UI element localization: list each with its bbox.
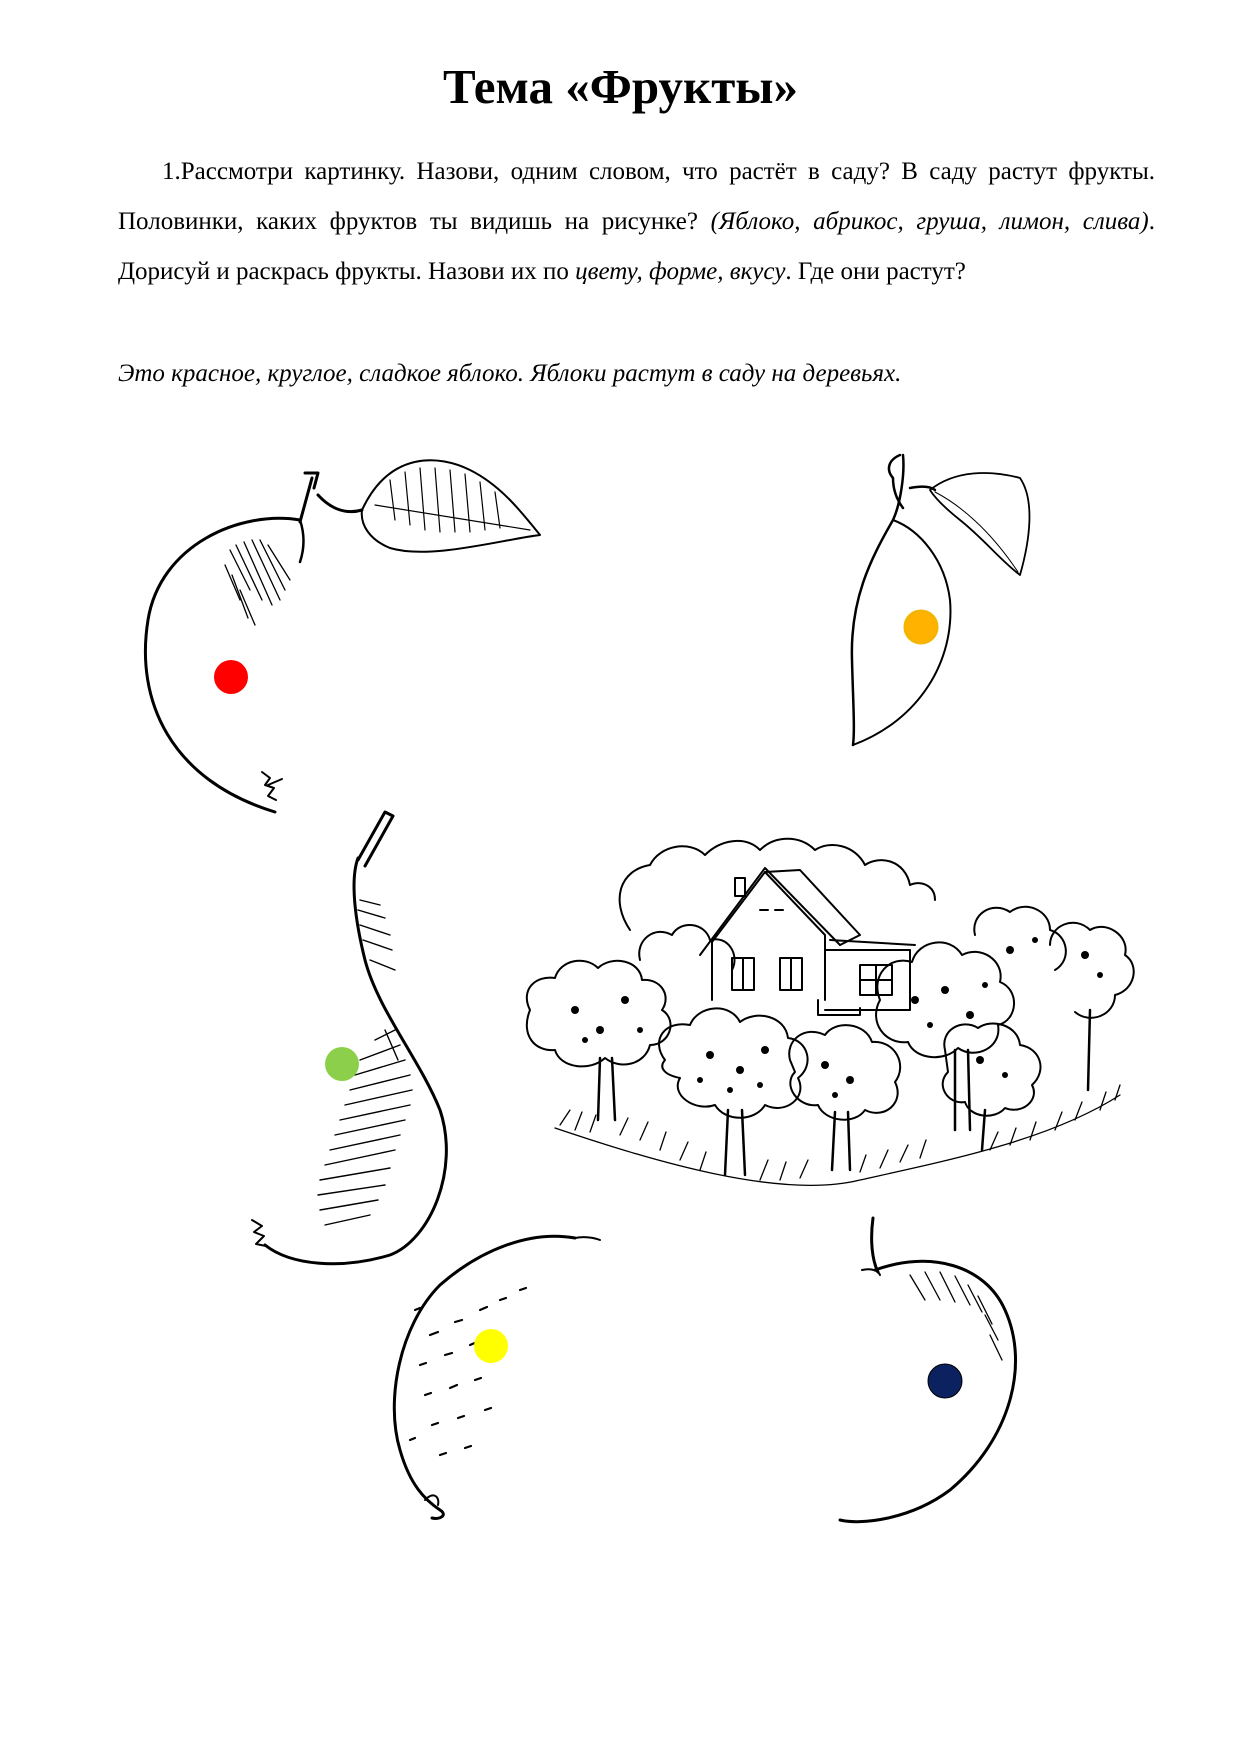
page-title: Тема «Фрукты» [442, 59, 799, 114]
pear-half-drawing [252, 812, 446, 1264]
task-attributes: цвету, форме, вкусу [575, 258, 786, 285]
garden-house-drawing [527, 839, 1134, 1186]
apricot-color-dot [905, 611, 937, 643]
plum-half-drawing [840, 1218, 1016, 1522]
apple-half-drawing [145, 460, 540, 812]
pear-color-dot [325, 1047, 359, 1081]
task-text-2: . Дорисуй и раскрась фрукты. Назови их по [118, 208, 1155, 285]
task-text-3: . Где они растут? [785, 258, 966, 285]
lemon-half-drawing [394, 1236, 600, 1518]
task-fruits-list: (Яблоко, абрикос, груша, лимон, слива) [710, 208, 1149, 235]
plum-color-dot [928, 1364, 962, 1398]
lemon-color-dot [474, 1329, 508, 1363]
task-number: 1. [162, 158, 181, 185]
apricot-half-drawing [852, 455, 1030, 745]
apple-color-dot [214, 660, 248, 694]
example-sentence: Это красное, круглое, сладкое яблоко. Яблоки растут в саду на деревьях. [118, 360, 902, 387]
task-text-1: Рассмотри картинку. Назови, одним словом, что растёт в саду? В саду растут фрукты. Половинки, каких фруктов ты видишь на рисунке? [118, 158, 1155, 235]
